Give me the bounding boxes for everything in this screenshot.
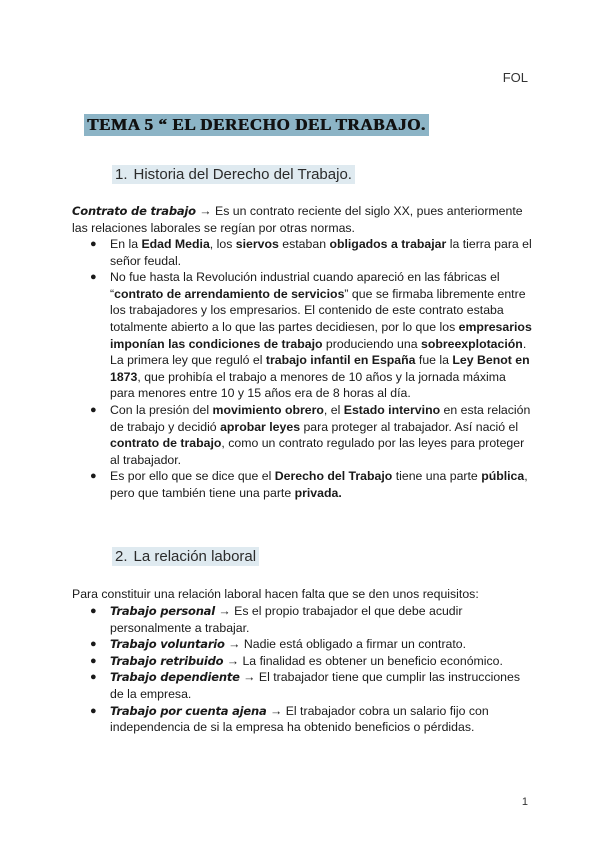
bullet-icon: ●	[90, 654, 97, 667]
list-item	[72, 653, 532, 670]
arrow: →	[224, 637, 244, 652]
page-number: 1	[521, 796, 528, 808]
text: Es por ello que se dice que el	[110, 469, 275, 484]
list-item	[72, 603, 532, 636]
section-2-number: 2.	[115, 548, 128, 565]
bold-text: sobreexplotación	[420, 336, 523, 351]
section-2-intro: Para constituir una relación laboral hacen falta que se den unos requisitos:	[72, 587, 479, 601]
header-subject: FOL	[502, 70, 528, 85]
arrow: →	[215, 604, 235, 618]
list-item	[72, 402, 532, 468]
list-item	[72, 669, 532, 702]
section-2-heading	[112, 547, 259, 566]
bold-text: contrato de trabajo	[110, 436, 222, 451]
bullet-icon: ●	[90, 403, 97, 416]
requirement-description: Nadie está obligado a firmar un contrato.	[243, 637, 467, 652]
section-1-bullet-list	[72, 236, 532, 502]
bold-text: pública	[481, 469, 525, 484]
text: fue la	[415, 353, 453, 368]
text: la tierra para el señor feudal.	[110, 237, 532, 268]
bold-text: contrato de arrendamiento de servicios	[114, 286, 345, 301]
requirement-term: Trabajo dependiente	[110, 670, 240, 685]
bold-text: movimiento obrero	[212, 402, 324, 417]
requirement-term: Trabajo personal	[110, 604, 215, 618]
section-1-heading	[112, 165, 355, 184]
requirement-description: Es el propio trabajador el que debe acudir personalmente a trabajar.	[110, 604, 463, 635]
text: , el	[323, 402, 344, 417]
bold-text: aprobar leyes	[220, 419, 301, 434]
bold-text: privada.	[294, 485, 342, 500]
section-1-intro	[72, 203, 532, 236]
bold-text: trabajo infantil en España	[265, 353, 416, 368]
intro-text: Es un contrato reciente del siglo XX, pues anteriormente las relaciones laborales se regían por otras normas.	[72, 204, 523, 235]
bullet-icon: ●	[90, 605, 97, 617]
bold-text: Edad Media	[141, 237, 210, 251]
document-title: TEMA 5 “ EL DERECHO DEL TRABAJO.	[84, 114, 429, 136]
bullet-icon: ●	[90, 671, 97, 684]
section-2-bullet-list	[72, 603, 532, 736]
text: , que prohibía el trabajo a menores de 10 años y la jornada máxima para menores entre 10 y 15 años era de 8 horas al día.	[110, 369, 506, 401]
bullet-icon: ●	[90, 704, 97, 717]
section-2-title: La relación laboral	[133, 548, 257, 565]
text: En la	[110, 237, 142, 251]
list-item	[72, 269, 532, 402]
text: produciendo una	[322, 336, 421, 351]
text: ” que se firmaba libremente entre los trabajadores y los empresarios. El contenido de este contrato estaba totalmente abierto a lo que las partes decidiesen, por lo que los	[110, 286, 526, 334]
bullet-icon: ●	[90, 470, 97, 483]
text: No fue hasta la Revolución industrial cuando apareció en las fábricas el “	[110, 270, 500, 301]
arrow: →	[266, 703, 286, 718]
text: , los	[209, 237, 236, 251]
requirement-description: La finalidad es obtener un beneficio económico.	[242, 653, 503, 668]
requirement-term: Trabajo retribuido	[110, 653, 224, 668]
requirement-description: El trabajador cobra un salario fijo con independencia de si la empresa ha obtenido beneficios o pérdidas.	[110, 703, 489, 735]
list-item	[72, 468, 532, 501]
list-item	[72, 236, 532, 269]
bold-text: Ley Benot en 1873	[110, 353, 530, 384]
requirement-description: El trabajador tiene que cumplir las instrucciones de la empresa.	[110, 670, 521, 701]
intro-term: Contrato de trabajo	[72, 204, 196, 218]
text: , pero que también tiene una parte	[110, 469, 528, 500]
text: en esta relación de trabajo y decidió	[110, 402, 531, 434]
bold-text: obligados a trabajar	[329, 237, 447, 251]
intro-arrow: →	[195, 204, 215, 218]
bold-text: empresarios imponían las condiciones de trabajo	[110, 319, 532, 351]
list-item	[72, 636, 532, 653]
bullet-icon: ●	[90, 271, 97, 284]
bold-text: siervos	[235, 237, 279, 251]
arrow: →	[239, 670, 259, 685]
bullet-icon: ●	[90, 638, 97, 651]
text: . La primera ley que reguló el	[110, 336, 527, 368]
list-item	[72, 703, 532, 736]
requirement-term: Trabajo voluntario	[110, 637, 225, 652]
bold-text: Derecho del Trabajo	[274, 469, 393, 484]
text: , como un contrato regulado por las leyes para proteger al trabajador.	[110, 436, 525, 467]
text: tiene una parte	[392, 469, 482, 484]
bold-text: Estado intervino	[343, 402, 441, 417]
section-1-title: Historia del Derecho del Trabajo.	[133, 166, 352, 183]
arrow: →	[223, 653, 243, 668]
text: Con la presión del	[110, 402, 213, 417]
bullet-icon: ●	[90, 238, 97, 250]
section-1-number: 1.	[115, 166, 128, 183]
requirement-term: Trabajo por cuenta ajena	[110, 703, 267, 718]
text: para proteger al trabajador. Así nació el	[300, 419, 519, 434]
text: estaban	[278, 237, 330, 251]
